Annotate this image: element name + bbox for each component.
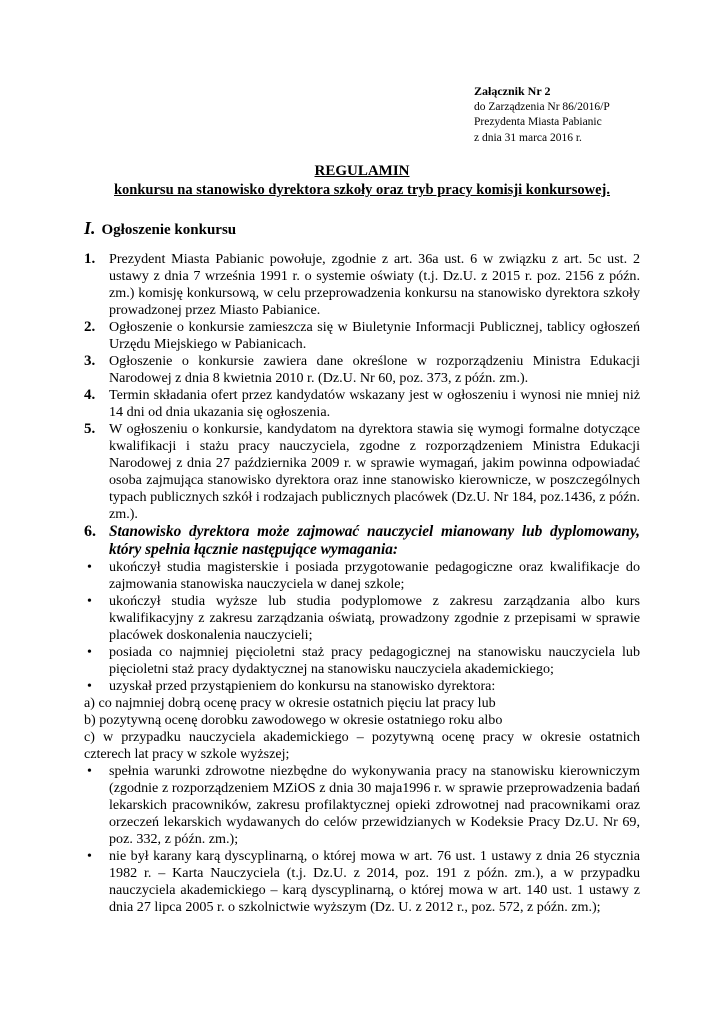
bullet-icon: •: [87, 678, 92, 694]
list-item: [84, 421, 640, 523]
bullet-text: posiada co najmniej pięcioletni staż pracy pedagogicznej na stanowisku nauczyciela lub pięcioletni staż pracy dydaktycznej na stanowisku nauczyciela akademickiego;: [109, 644, 640, 677]
lettered-item-b: b) pozytywną ocenę dorobku zawodowego w okresie ostatniego roku albo: [84, 712, 503, 728]
item-number: 2.: [84, 319, 96, 335]
annex-date: z dnia 31 marca 2016 r.: [474, 131, 582, 144]
list-item-requirements-heading: [84, 523, 640, 559]
item-text: Ogłoszenie o konkursie zamieszcza się w Biuletynie Informacji Publicznej, tablicy ogłoszeń Urzędu Miejskiego w Pabianicach.: [109, 319, 640, 352]
section-title: Ogłoszenie konkursu: [101, 222, 237, 238]
list-item: [84, 319, 640, 353]
annex-issuer: Prezydenta Miasta Pabianic: [474, 116, 602, 129]
list-item: [84, 353, 640, 387]
annex-order-ref: do Zarządzenia Nr 86/2016/P: [474, 100, 610, 113]
document-title: REGULAMIN: [314, 163, 410, 179]
item-text: Ogłoszenie o konkursie zawiera dane określone w rozporządzeniu Ministra Edukacji Narodowej z dnia 8 kwietnia 2010 r. (Dz.U. Nr 60, poz. 373, z późn. zm.).: [109, 353, 640, 386]
bullet-item: [84, 848, 640, 916]
document-body: [84, 251, 640, 916]
bullet-text: spełnia warunki zdrowotne niezbędne do wykonywania pracy na stanowisku kierowniczym (zgodnie z rozporządzeniem MZiOS z dnia 30 maja1996 r. w sprawie przeprowadzenia badań lekarskich pracowników, zakresu profilaktycznej opieki zdrowotnej nad pracownikami oraz orzeczeń lekarskich wydawanych do celów przewidzianych w Kodeksie Pracy Dz.U. Nr 69, poz. 332, z późn. zm.);: [109, 763, 640, 847]
list-item: [84, 251, 640, 319]
bullet-text: uzyskał przed przystąpieniem do konkursu na stanowisko dyrektora:: [109, 678, 496, 694]
item-number: 1.: [84, 251, 96, 267]
lettered-item-a: a) co najmniej dobrą ocenę pracy w okresie ostatnich pięciu lat pracy lub: [84, 695, 496, 711]
bullet-text: ukończył studia wyższe lub studia podyplomowe z zakresu zarządzania albo kurs kwalifikacyjny z zakresu zarządzania oświatą, prowadzony zgodnie z przepisami w sprawie placówek doskonalenia nauczycieli;: [109, 593, 640, 643]
bullet-text: ukończył studia magisterskie i posiada przygotowanie pedagogiczne oraz kwalifikacje do zajmowania stanowiska nauczyciela w danej szkole;: [109, 559, 640, 592]
section-heading: [84, 218, 236, 239]
annex-number: Załącznik Nr 2: [474, 84, 551, 98]
document-subtitle: konkursu na stanowisko dyrektora szkoły oraz tryb pracy komisji konkursowej.: [113, 182, 610, 198]
bullet-icon: •: [87, 644, 92, 660]
lettered-item-c: c) w przypadku nauczyciela akademickiego – pozytywną ocenę pracy w okresie ostatnich czterech lat pracy w szkole wyższej;: [84, 729, 640, 762]
bullet-item: [84, 678, 640, 695]
bullet-item: [84, 593, 640, 644]
section-number: I.: [84, 218, 96, 238]
bullet-item: [84, 644, 640, 678]
item-text: W ogłoszeniu o konkursie, kandydatom na dyrektora stawia się wymogi formalne dotyczące kwalifikacji i stażu pracy nauczyciela, zgodne z rozporządzeniem Ministra Edukacji Narodowej z dnia 27 października 2009 r. w sprawie wymagań, jakim powinna odpowiadać osoba zajmująca stanowisko dyrektora oraz inne stanowisko kierownicze, w poszczególnych typach publicznych szkół i rodzajach publicznych placówek (Dz.U. Nr 184, poz.1436, z późn. zm.).: [109, 421, 640, 522]
bullet-item: [84, 559, 640, 593]
item-number: 5.: [84, 421, 96, 437]
bullet-item: [84, 763, 640, 848]
bullet-icon: •: [87, 763, 92, 779]
item-text: Stanowisko dyrektora może zajmować nauczyciel mianowany lub dyplomowany, który spełnia łącznie następujące wymagania:: [109, 523, 640, 558]
bullet-icon: •: [87, 559, 92, 575]
item-text: Termin składania ofert przez kandydatów wskazany jest w ogłoszeniu i wynosi nie mniej niż 14 dni od dnia ukazania się ogłoszenia.: [109, 387, 640, 420]
item-number: 4.: [84, 387, 96, 403]
bullet-icon: •: [87, 593, 92, 609]
bullet-icon: •: [87, 848, 92, 864]
item-number: 3.: [84, 353, 96, 369]
bullet-text: nie był karany karą dyscyplinarną, o której mowa w art. 76 ust. 1 ustawy z dnia 26 stycznia 1982 r. – Karta Nauczyciela (t.j. Dz.U. z 2014, poz. 191 z późn. zm.), a w przypadku nauczyciela akademickiego – karą dyscyplinarną, o której mowa w art. 140 ust. 1 ustawy z dnia 27 lipca 2005 r. o szkolnictwie wyższym (Dz. U. z 2012 r., poz. 572, z późn. zm.);: [109, 848, 640, 915]
item-number: 6.: [84, 523, 96, 540]
item-text: Prezydent Miasta Pabianic powołuje, zgodnie z art. 36a ust. 6 w związku z art. 5c ust. 2 ustawy z dnia 7 września 1991 r. o systemie oświaty (t.j. Dz.U. z 2015 r. poz. 2156 z późn. zm.) komisję konkursową, w celu przeprowadzenia konkursu na stanowisko dyrektora szkoły prowadzonej przez Miasto Pabianice.: [109, 251, 640, 318]
list-item: [84, 387, 640, 421]
annex-header: [474, 84, 610, 146]
